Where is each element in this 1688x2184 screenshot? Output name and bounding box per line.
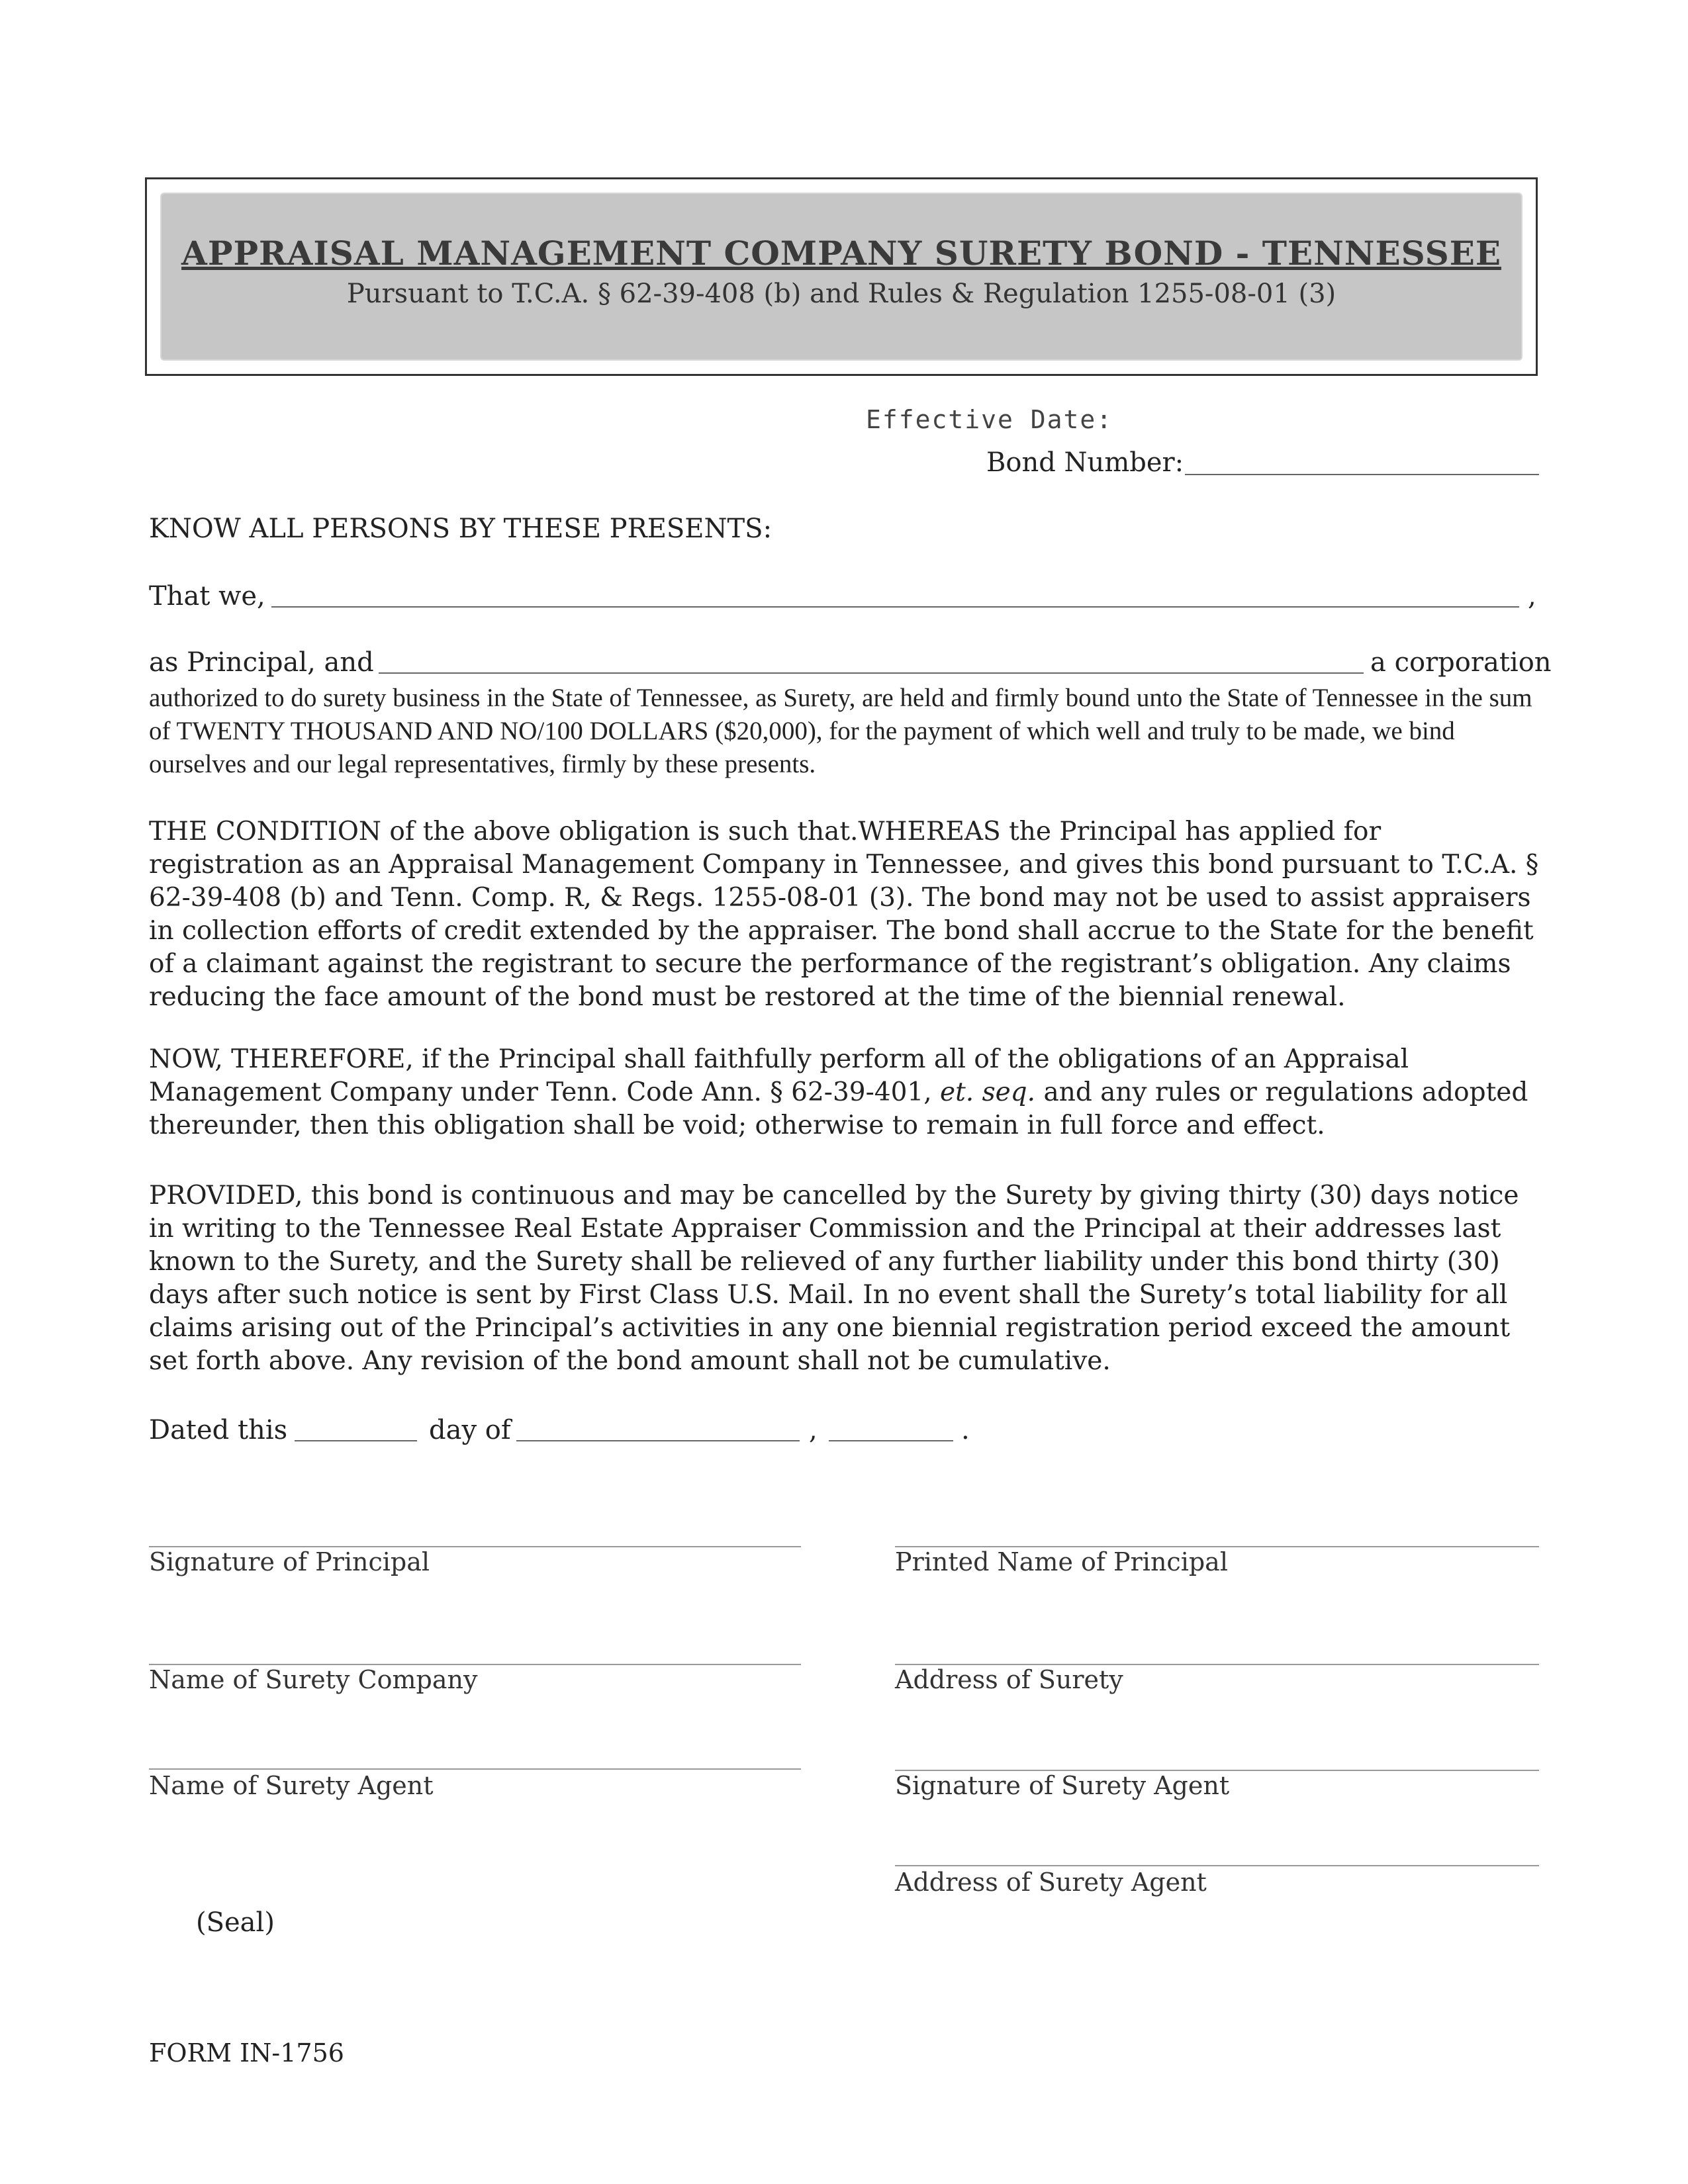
address-of-surety-agent-line[interactable] — [895, 1865, 1539, 1866]
dated-period: . — [961, 1415, 970, 1445]
now-therefore-text-1: NOW, THEREFORE, if the Principal shall faithfully perform all of the obligations of an Appraisal Management Company under Tenn. Code Ann. § 62-39-401, — [149, 1044, 1409, 1107]
seal-label: (Seal) — [196, 1907, 275, 1938]
et-seq-text: et. seq. — [940, 1077, 1036, 1107]
dated-month-field[interactable] — [516, 1440, 800, 1441]
surety-paragraph: authorized to do surety business in the State of Tennessee, as Surety, are held and firmly bound unto the State of Tennessee in the sum of TWENTY THOUSAND AND NO/100 DOLLARS ($20,000), for the payment of which well and truly to be made, we bind ourselves and our legal representatives, firmly by these presents. — [149, 684, 1532, 778]
printed-name-of-principal-label: Printed Name of Principal — [895, 1547, 1228, 1576]
bond-number-field[interactable] — [1185, 474, 1539, 475]
provided-paragraph: PROVIDED, this bond is continuous and may be cancelled by the Surety by giving thirty (30) days notice in writing to the Tennessee Real Estate Appraiser Commission and the Principal at their addresses last known to the Surety, and the Surety shall be relieved of any further liability under this bond thirty (30) days after such notice is sent by First Class U.S. Mail. In no event shall the Surety’s total liability for all claims arising out of the Principal’s activities in any one biennial registration period exceed the amount set forth above. Any revision of the bond amount shall not be cumulative. — [149, 1181, 1519, 1376]
dated-comma: , — [809, 1415, 818, 1445]
bond-number-label: Bond Number: — [986, 447, 1184, 478]
name-of-surety-company-label: Name of Surety Company — [149, 1665, 478, 1694]
name-of-surety-agent-line[interactable] — [149, 1768, 801, 1770]
effective-date-label: Effective Date: — [866, 405, 1113, 434]
form-number: FORM IN-1756 — [149, 2038, 344, 2068]
know-all-heading: KNOW ALL PERSONS BY THESE PRESENTS: — [149, 514, 773, 544]
header-shaded-panel — [160, 193, 1523, 361]
signature-of-surety-agent-label: Signature of Surety Agent — [895, 1771, 1230, 1800]
dated-day-field[interactable] — [295, 1440, 417, 1441]
now-therefore-paragraph — [149, 1043, 1539, 1142]
dated-this-label: Dated this — [149, 1415, 288, 1445]
now-therefore-text-2: and any rules or regulations adopted thereunder, then this obligation shall be void; otherwise to remain in full force and effect. — [149, 1077, 1528, 1140]
that-we-comma: , — [1528, 581, 1536, 612]
header-box — [145, 177, 1538, 376]
condition-paragraph: THE CONDITION of the above obligation is such that.WHEREAS the Principal has applied for registration as an Appraisal Management Company in Tennessee, and gives this bond pursuant to T.C.A. § 62-39-408 (b) and Tenn. Comp. R, & Regs. 1255-08-01 (3). The bond may not be used to assist appraisers in collection efforts of credit extended by the appraiser. The bond shall accrue to the State for the benefit of a claimant against the registrant to secure the performance of the registrant’s obligation. Any claims reducing the face amount of the bond must be restored at the time of the biennial renewal. — [149, 817, 1539, 1012]
that-we-label: That we, — [149, 581, 265, 612]
surety-name-field[interactable] — [379, 672, 1364, 674]
day-of-label: day of — [429, 1415, 511, 1445]
form-title: APPRAISAL MANAGEMENT COMPANY SURETY BOND - TENNESSEE — [181, 234, 1501, 273]
address-of-surety-label: Address of Surety — [895, 1665, 1123, 1694]
name-of-surety-agent-label: Name of Surety Agent — [149, 1771, 434, 1800]
a-corporation-label: a corporation — [1370, 647, 1552, 678]
as-principal-label: as Principal, and — [149, 647, 374, 678]
address-of-surety-agent-label: Address of Surety Agent — [895, 1868, 1207, 1897]
principal-name-field[interactable] — [271, 606, 1519, 608]
signature-of-principal-label: Signature of Principal — [149, 1547, 430, 1576]
dated-year-field[interactable] — [829, 1440, 953, 1441]
form-subtitle: Pursuant to T.C.A. § 62-39-408 (b) and Rules & Regulation 1255-08-01 (3) — [346, 279, 1336, 309]
